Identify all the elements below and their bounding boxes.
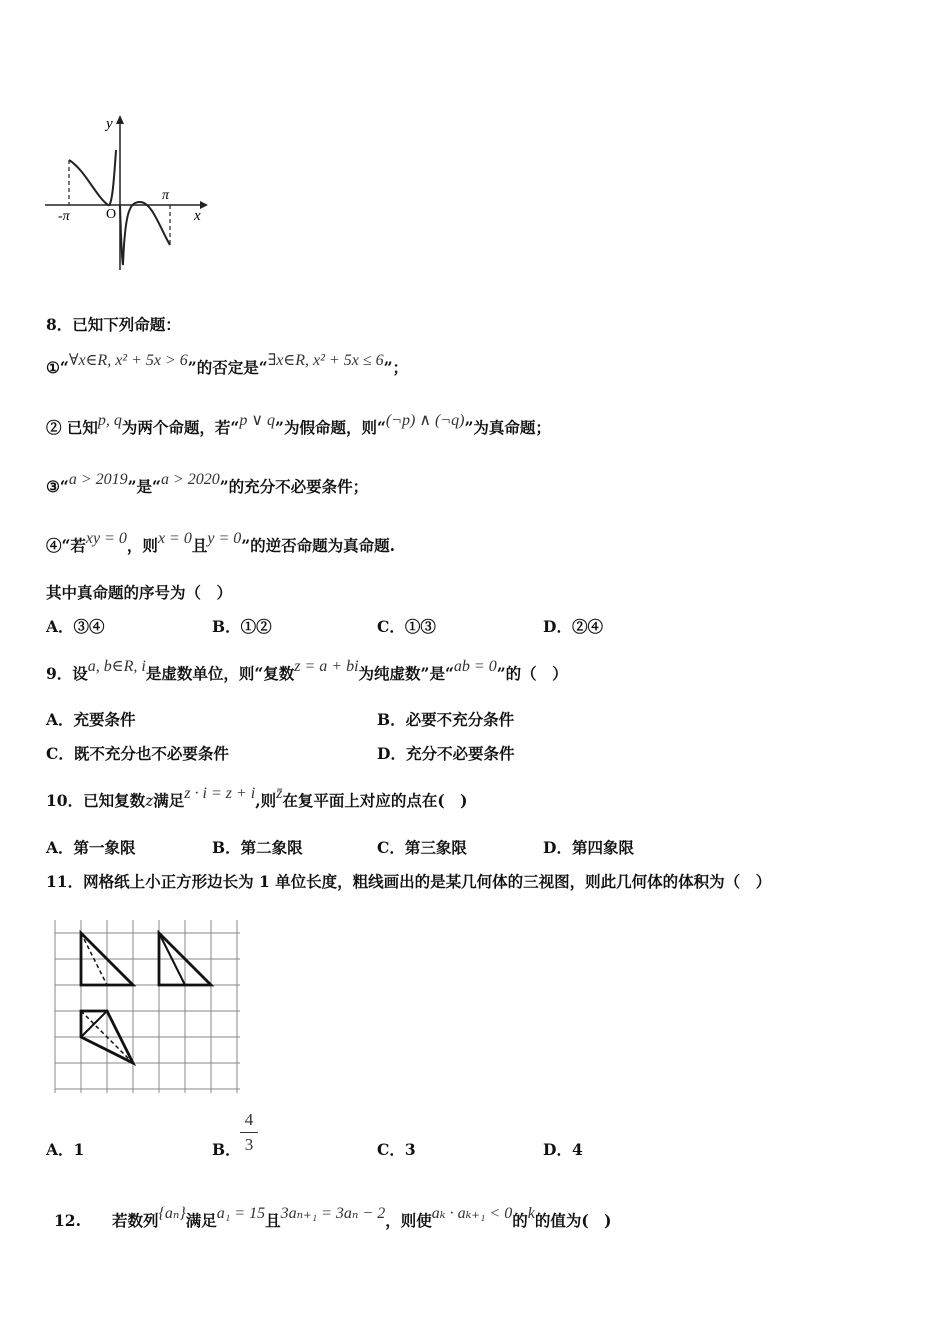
q10-option-d[interactable]: D．第四象限: [543, 838, 634, 857]
pi-label: π: [162, 188, 170, 203]
q9-option-c[interactable]: C．既不充分也不必要条件: [46, 744, 229, 763]
curve-left: [69, 150, 116, 205]
q11-option-b-fraction: [238, 1110, 260, 1155]
q9-stem: 9．设a, b∈R, i是虚数单位，则“复数z = a + bi为纯虚数”是“ab = 0”的（ ）: [46, 658, 568, 683]
curve-right: [120, 202, 170, 265]
q11-option-a[interactable]: A．1: [46, 1140, 85, 1159]
q10-option-c[interactable]: C．第三象限: [377, 838, 467, 857]
q8-option-b[interactable]: B．①②: [212, 617, 272, 636]
y-axis-arrow: [116, 115, 124, 124]
q12-stem: 12. 若数列{aₙ}满足a₁ = 15且3aₙ₊₁ = 3aₙ − 2，则使aₖ · aₖ₊₁ < 0的k的值为( ): [54, 1205, 612, 1230]
q8-statement-3: ③“a > 2019”是“a > 2020”的充分不必要条件；: [46, 471, 369, 496]
q8-option-d[interactable]: D．②④: [543, 617, 603, 636]
origin-label: O: [106, 207, 117, 222]
x-axis-arrow: [200, 201, 208, 209]
q10-option-a[interactable]: A．第一象限: [46, 838, 136, 857]
q8-statement-4: ④“若xy = 0，则x = 0且y = 0”的逆否命题为真命题.: [46, 530, 396, 555]
q11-option-b[interactable]: B．: [212, 1140, 241, 1159]
q7-function-graph: [40, 110, 220, 275]
q8-statement-1: ①“∀x∈R, x² + 5x > 6”的否定是“∃x∈R, x² + 5x ≤ 6”；: [46, 352, 409, 377]
neg-pi-label: -π: [58, 209, 70, 224]
q9-option-a[interactable]: A．充要条件: [46, 710, 136, 729]
q11-option-c[interactable]: C．3: [377, 1140, 416, 1159]
q9-option-b[interactable]: B．必要不充分条件: [377, 710, 515, 729]
q8-option-a[interactable]: A．③④: [46, 617, 105, 636]
x-label: x: [194, 208, 201, 224]
y-label: y: [106, 116, 113, 132]
fraction-numerator: 4: [244, 1110, 254, 1129]
fraction-bar: [240, 1132, 258, 1133]
q11-three-views-grid: [50, 915, 245, 1095]
q8-option-c[interactable]: C．①③: [377, 617, 436, 636]
q8-statement-2: ② 已知p, q为两个命题，若“p ∨ q”为假命题，则“(¬p) ∧ (¬q)”为真命题；: [46, 412, 551, 437]
q11-stem: 11．网格纸上小正方形边长为 1 单位长度，粗线画出的是某几何体的三视图，则此几何体的体积为（ ）: [46, 872, 772, 891]
grid-lines: [55, 920, 240, 1093]
q10-option-b[interactable]: B．第二象限: [212, 838, 303, 857]
q9-option-d[interactable]: D．充分不必要条件: [377, 744, 515, 763]
q8-stem: 8．已知下列命题：: [46, 315, 181, 334]
q11-option-d[interactable]: D．4: [543, 1140, 583, 1159]
q8-ask: 其中真命题的序号为（ ）: [46, 583, 233, 602]
fraction-denominator: 3: [244, 1135, 254, 1154]
q10-stem: 10．已知复数z满足z · i = z + i,则z̄在复平面上对应的点在( ): [46, 785, 468, 810]
